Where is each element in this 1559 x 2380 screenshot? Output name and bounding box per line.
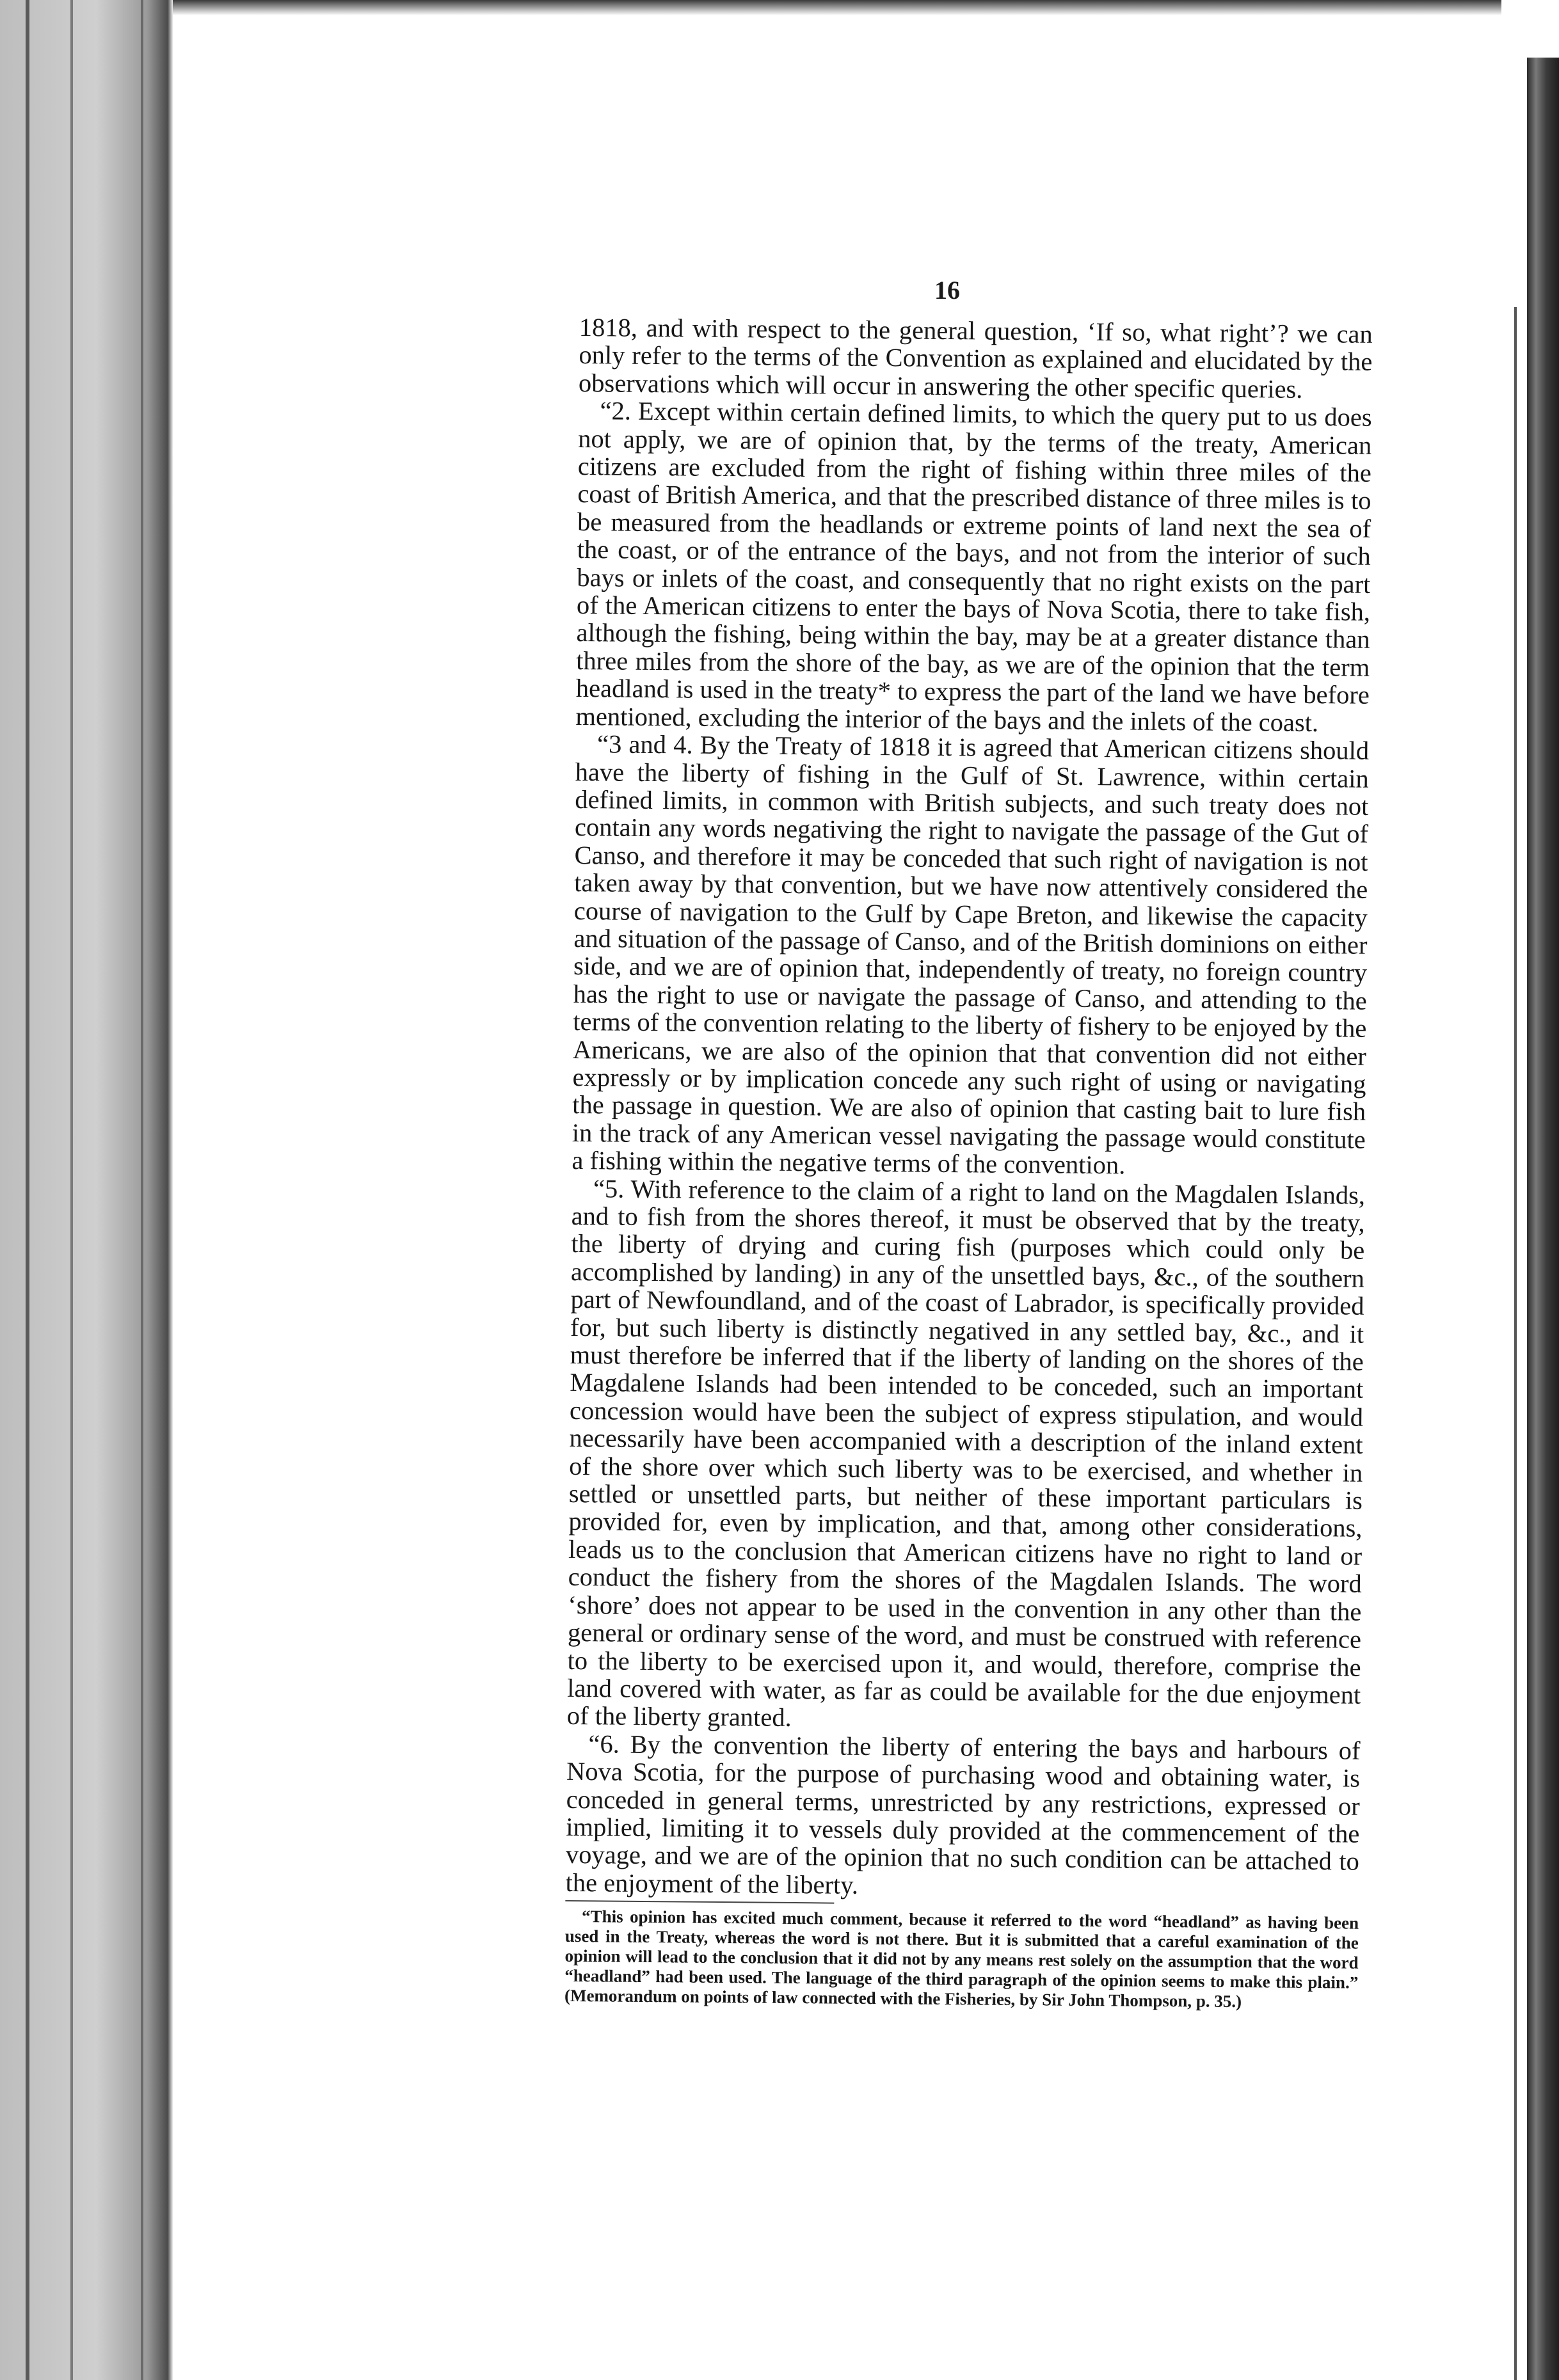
scan-edge-shadow — [1527, 58, 1559, 2380]
scan-edge-line — [1514, 307, 1517, 2380]
scan-edge-line — [70, 0, 73, 2380]
body-text — [564, 313, 1373, 2013]
scan-border-top — [173, 0, 1504, 15]
scan-edge-line — [26, 0, 29, 2380]
paragraph-continuation: 1818, and with respect to the general question, ‘If so, what right’? we can only refer to the terms of the Convention as explained and elucidated by the observations which will occur in answering the other specific queries. — [578, 313, 1373, 404]
footnote-divider — [565, 1900, 834, 1904]
paragraph-3-and-4: “3 and 4. By the Treaty of 1818 it is agreed that American citizens should have the liberty of fishing in the Gulf of St. Lawrence, within certain defined limits, in common with British subjects, and such treaty does not contain any words negativing the right to navigate the passage of the Gut of Canso, and therefore it may be conceded that such right of navigation is not taken away by that convention, but we have now attentively considered the course of navigation to the Gulf by Cape Breton, and likewise the capacity and situation of the passage of Canso, and of the British dominions on either side, and we are of opinion that, independently of treaty, no foreign country has the right to use or navigate the passage of Canso, and attending to the terms of the convention relating to the liberty of fishery to be enjoyed by the Americans, we are also of the opinion that that convention did not either expressly or by implication concede any such right of using or navigating the passage in question. We are also of opinion that casting bait to lure fish in the track of any American vessel navigating the passage would constitute a fishing within the negative terms of the convention. — [572, 729, 1370, 1180]
paragraph-6: “6. By the convention the liberty of entering the bays and harbours of Nova Scotia, for the purpose of purchasing wood and obtaining water, is conceded in general terms, unrestricted by any restrictions, expressed or implied, limiting it to vessels duly provided at the commencement of the voyage, and we are of the opinion that no such condition can be attached to the enjoyment of the liberty. — [565, 1729, 1361, 1900]
footnote: “This opinion has excited much comment, because it referred to the word “headland” as having been used in the Treaty, whereas the word is not there. But it is submitted that a careful examination of the opinion will lead to the conclusion that it did not by any means rest solely on the assumption that the word “headland” had been used. The language of the third paragraph of the opinion seems to make this plain.” (Memorandum on points of law connected with the Fisheries, by Sir John Thompson, p. 35.) — [564, 1907, 1359, 2011]
scan-edge-line — [141, 0, 143, 2380]
scan-border-left — [0, 0, 173, 2380]
scan-border-right — [1501, 0, 1559, 2380]
paragraph-2: “2. Except within certain defined limits, to which the query put to us does not apply, we are of opinion that, by the terms of the treaty, American citizens are excluded from the right of fishing within three miles of the coast of British America, and that the prescribed distance of three miles is to be measured from the headlands or extreme points of land next the sea of the coast, or of the entrance of the bays, and not from the interior of such bays or inlets of the coast, and consequently that no right exists on the part of the American citizens to enter the bays of Nova Scotia, there to take fish, although the fishing, being within the bay, may be at a greater distance than three miles from the shore of the bay, as we are of the opinion that the term headland is used in the treaty* to express the part of the land we have before mentioned, excluding the interior of the bays and the inlets of the coast. — [575, 396, 1372, 737]
paragraph-5: “5. With reference to the claim of a right to land on the Magdalen Islands, and to fish from the shores thereof, it must be observed that by the treaty, the liberty of drying and curing fish (purposes which could only be accomplished by landing) in any of the unsettled bays, &c., of the southern part of Newfoundland, and of the coast of Labrador, is specifically provided for, but such liberty is distinctly negatived in any settled bay, &c., and it must therefore be inferred that if the liberty of landing on the shores of the Magdalene Islands had been intended to be conceded, such an important concession would have been the subject of express stipulation, and would necessarily have been accompanied with a description of the inland extent of the shore over which such liberty was to be exercised, and whether in settled or unsettled parts, but neither of these important particulars is provided for, even by implication, and that, among other considerations, leads us to the conclusion that American citizens have no right to land or conduct the fishery from the shores of the Magdalen Islands. The word ‘shore’ does not appear to be used in the convention in any other than the general or ordinary sense of the word, and must be construed with reference to the liberty to be exercised upon it, and would, therefore, comprise the land covered with water, as far as could be available for the due enjoyment of the liberty granted. — [566, 1173, 1366, 1733]
page-number: 16 — [934, 276, 960, 305]
